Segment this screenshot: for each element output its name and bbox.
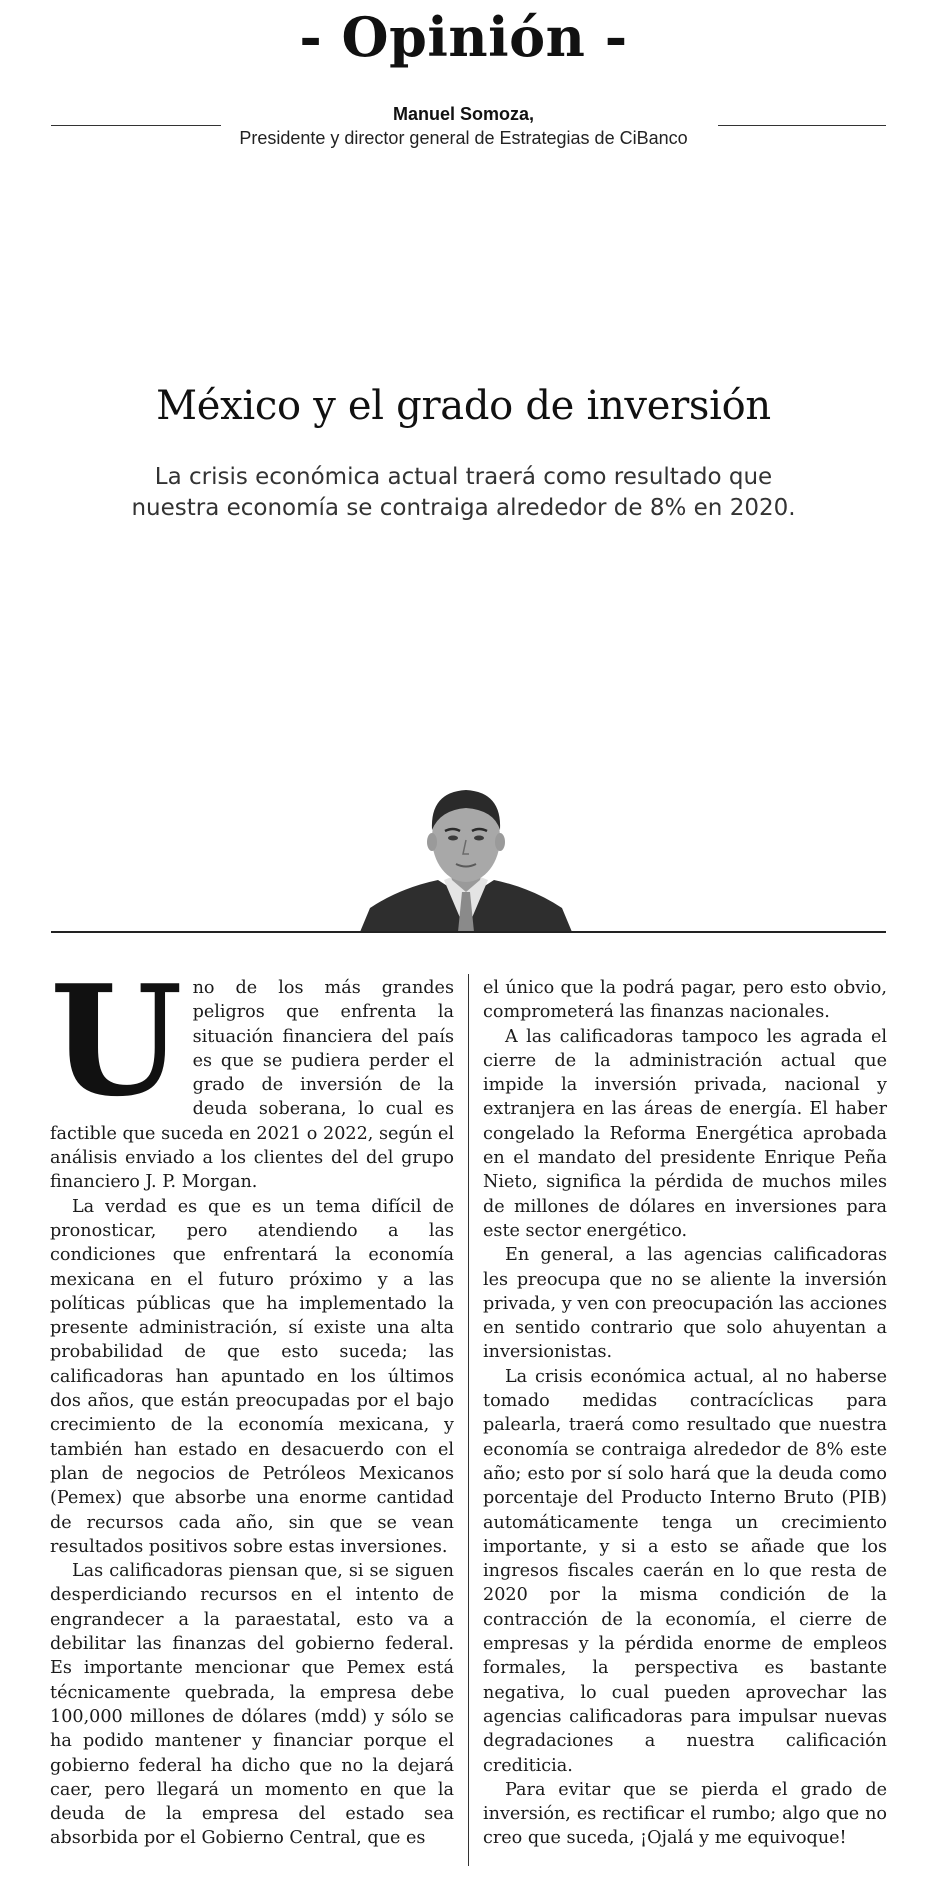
paragraph: En general, a las agencias calificadoras les preocupa que no se aliente la inversión privada, y ven con preocupación las acciones en sentido contrario que solo ahuyentan a inversionistas. — [483, 1245, 887, 1363]
article-headline: México y el grado de inversión — [156, 383, 771, 429]
author-byline — [0, 102, 927, 150]
subhead-line-2: nuestra economía se contraiga alrededor de 8% en 2020. — [131, 495, 796, 521]
paragraph: el único que la podrá pagar, pero esto obvio, comprometerá las finanzas nacionales. — [483, 978, 887, 1023]
paragraph: A las calificadoras tampoco les agrada el cierre de la administración actual que impide la inversión privada, nacional y extranjera en las áreas de energía. El haber congelado la Reforma Energética aprobada en el mandato del presidente Enrique Peña Nieto, significa la pérdida de muchos miles de millones de dólares en inversiones para este sector energético. — [483, 1026, 887, 1241]
section-title: - Opinión - — [299, 5, 628, 69]
portrait-divider — [51, 931, 886, 933]
paragraph: La crisis económica actual, al no haberse tomado medidas contracíclicas para palearla, traerá como resultado que nuestra economía se contraiga alrededor de 8% este año; esto por sí solo hará que la deuda como porcentaje del Producto Interno Bruto (PIB) automáticamente tenga un crecimiento importante, y si a esto se añade que los ingresos fiscales caerán en lo que resta de 2020 por la misma condición de la contracción de la economía, el cierre de empresas y la pérdida enorme de empleos formales, la perspectiva es bastante negativa, lo cual pueden aprovechar las agencias calificadoras para impulsar nuevas degradaciones a nuestra calificación crediticia. — [483, 1366, 887, 1776]
column-separator — [468, 974, 469, 1866]
article-subhead — [0, 462, 927, 524]
author-name: Manuel Somoza, — [392, 104, 535, 124]
paragraph — [50, 976, 454, 1195]
paragraph: Para evitar que se pierda el grado de inversión, es rectificar el rumbo; algo que no creo que suceda, ¡Ojalá y me equivoque! — [483, 1779, 887, 1849]
subhead-line-1: La crisis económica actual traerá como resultado que — [154, 464, 773, 490]
article-column-left — [50, 976, 454, 1866]
paragraph-text: no de los más grandes peligros que enfrenta la situación financiera del país es que se pudiera perder el grado de inversión de la deuda soberana, lo cual es factible que suceda en 2021 o 2022, según el análisis enviado a los clientes del del grupo financiero J. P. Morgan. — [50, 978, 454, 1193]
author-role: Presidente y director general de Estrategias de CiBanco — [239, 128, 688, 148]
paragraph: Las calificadoras piensan que, si se siguen desperdiciando recursos en el intento de engrandecer a la paraestatal, esto va a debilitar las finanzas del gobierno federal. Es importante mencionar que Pemex está técnicamente quebrada, la empresa debe 100,000 millones de dólares (mdd) y sólo se ha podido mantener y financiar porque el gobierno federal ha dicho que no la dejará caer, pero llegará un momento en que la deuda de la empresa del estado sea absorbida por el Gobierno Central, que es — [50, 1561, 454, 1849]
dropcap: U — [50, 976, 183, 1130]
paragraph: La verdad es que es un tema difícil de pronosticar, pero atendiendo a las condiciones que enfrentará la economía mexicana en el futuro próximo y a las políticas públicas que ha implementado la presente administración, sí existe una alta probabilidad de que esto suceda; las calificadoras han apuntado en los últimos dos años, que están preocupadas por el bajo crecimiento de la economía mexicana, y también han estado en desacuerdo con el plan de negocios de Petróleos Mexicanos (Pemex) que absorbe una enorme cantidad de recursos cada año, sin que se vean resultados positivos sobre estas inversiones. — [50, 1196, 454, 1557]
article-column-right — [483, 976, 887, 1866]
author-portrait — [360, 780, 572, 932]
